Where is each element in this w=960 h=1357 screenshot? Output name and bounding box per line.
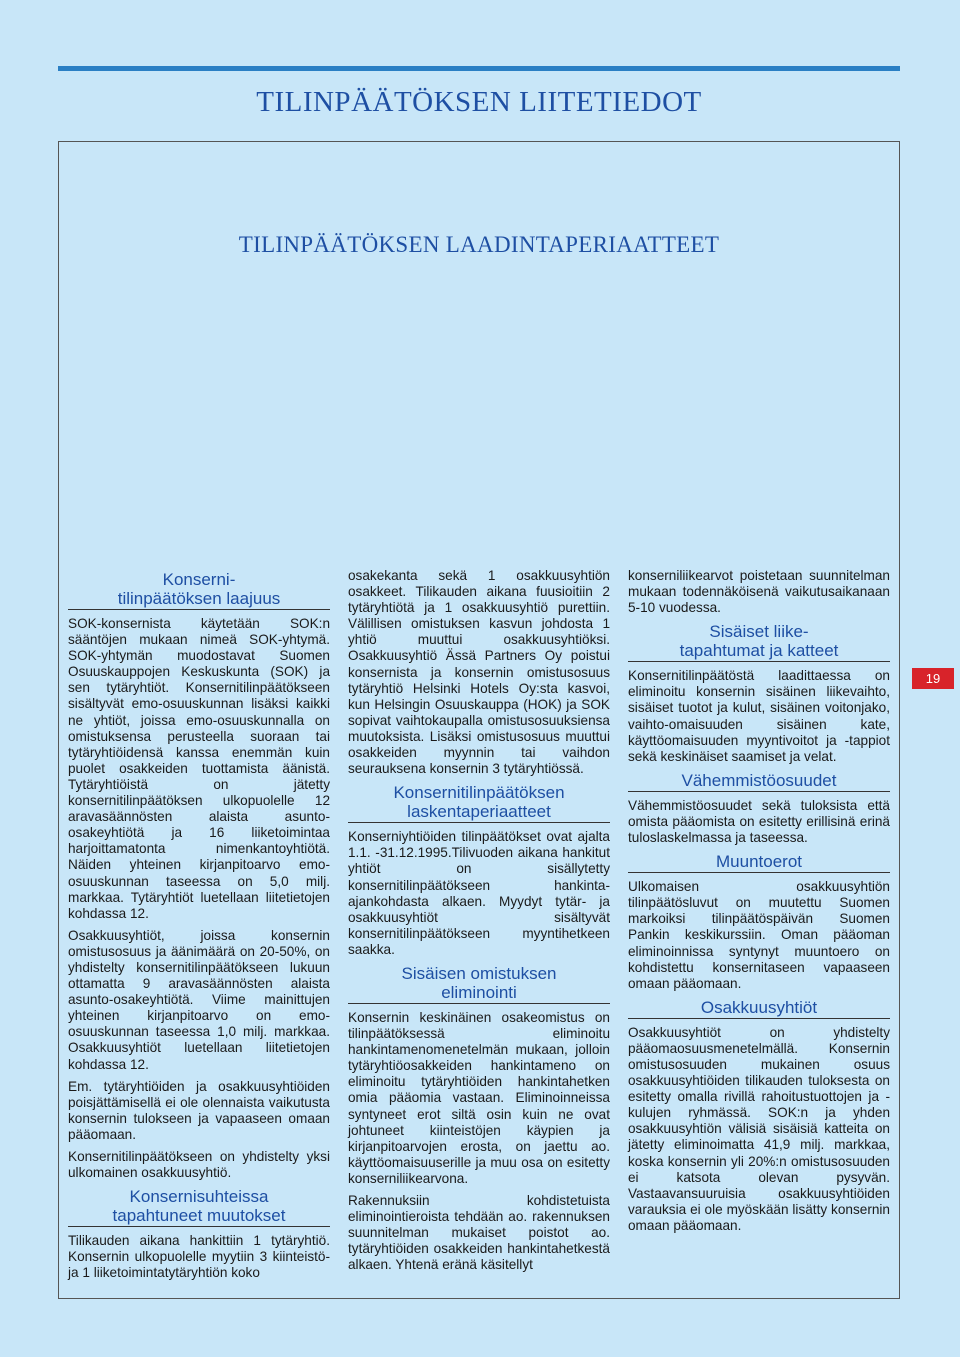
heading-laskentaperiaatteet: Konsernitilinpäätöksen laskentaperiaatteet <box>348 783 610 823</box>
paragraph: Konsernin keskinäinen osakeomistus on tilinpäätöksessä eliminoitu hankintamenomenetelmän mukaan, jolloin tytäryhtiöosakkeiden hankintameno on eliminoitu tytäryhtiöiden hankintahetken omia pääomia vastaan. Eliminoinneissa syntyneet erot siltä osin kuin ne ovat johtuneet kiinteistöjen käypien ja kirjanpitoarvojen erosta, on jaettu ao. käyttöomaisuuserille ja muu osa on esitetty konserniliikearvona. <box>348 1009 610 1186</box>
column-2 <box>348 568 610 1279</box>
heading-konsernisuhteissa-muutokset: Konsernisuhteissa tapahtuneet muutokset <box>68 1187 330 1227</box>
paragraph: Rakennuksiin kohdistetuista eliminointieroista tehdään ao. rakennuksen suunnitelman mukaiset poistot ao. tytäryhtiöiden osakkeiden hankintahetkestä alkaen. Yhtenä eränä käsitellyt <box>348 1193 610 1273</box>
heading-muuntoerot: Muuntoerot <box>628 852 890 873</box>
top-rule <box>58 66 900 71</box>
paragraph: Osakkuusyhtiöt, joissa konsernin omistusosuus ja äänimäärä on 20-50%, on yhdistelty konsernitilinpäätökseen lukuun ottamatta 9 aravasäännösten alaista asunto-osakeyhtiötä. Viime mainittujen yhteinen kirjanpitoarvo on emo-osuuskunnan taseessa 1,0 milj. markkaa. Osakkuusyhtiöt luetellaan liitetietojen kohdassa 12. <box>68 927 330 1072</box>
paragraph: osakekanta sekä 1 osakkuusyhtiön osakkeet. Tilikauden aikana fuusioitiin 2 tytäryhtiötä ja 1 osakkuusyhtiö purettiin. Välillisen omistuksen kasvun johdosta 1 yhtiö muuttui osakkuusyhtiöksi. Osakkuusyhtiö Ässä Partners Oy poistui konsernista ja konsernin omistusosuus tytäryhtiö Helsinki Hotels Oy:sta kasvoi, kun Helsingin Osuuskauppa (HOK) ja SOK sopivat vaihtokaupalla omistusosuuksiensa muutoksista. Lisäksi omistusosuus muuttui osakkeiden myynnin tai vaihdon seurauksena konsernin 3 tytäryhtiössä. <box>348 568 610 777</box>
heading-sisaiset-liiketapahtumat: Sisäiset liike- tapahtumat ja katteet <box>628 622 890 662</box>
paragraph: Osakkuusyhtiöt on yhdistelty pääomaosuusmenetelmällä. Konsernin omistusosuuden mukainen osuus osakkuusyhtiöiden tilikauden tuloksesta on esitetty omalla rivillä rahoitustuottojen ja -kulujen ryhmässä. SOK:n ja yhden osakkuusyhtiön välisiä sisäisiä katteita on jätetty eliminoimatta 41,9 milj. markkaa, koska konsernin yli 20%:n omistusosuuden ei katsota olevan pysyvän. Vastaavansuuruisia osakkuusyhtiöiden varauksia ei ole myöskään lisätty konsernin omaan pääomaan. <box>628 1024 890 1233</box>
paragraph: Tilikauden aikana hankittiin 1 tytäryhtiö. Konsernin ulkopuolelle myytiin 3 kiinteistö- ja 1 liiketoimintatytäryhtiön koko <box>68 1233 330 1281</box>
paragraph: konserniliikearvot poistetaan suunnitelman mukaan todennäköisenä vaikutusaikanaan 5-10 vuodessa. <box>628 568 890 616</box>
column-1 <box>68 568 330 1287</box>
page-number-badge: 19 <box>912 668 954 689</box>
paragraph: Konsernitilinpäätöstä laadittaessa on eliminoitu konsernin sisäinen liikevaihto, sisäiset tuotot ja kulut, sisäinen voitonjako, vaihto-omaisuuden sisäinen kate, käyttöomaisuuden myyntivoitot ja -tappiot sekä keskinäiset saamiset ja velat. <box>628 668 890 764</box>
paragraph: Ulkomaisen osakkuusyhtiön tilinpäätösluvut on muutettu Suomen markoiksi tilinpäätöspäivän Suomen Pankin keskikurssiin. Oman pääoman eliminoinnissa syntynyt muuntoero on kohdistettu konsernitaseen vapaaseen omaan pääomaan. <box>628 879 890 991</box>
column-3 <box>628 568 890 1240</box>
paragraph: Konserniyhtiöiden tilinpäätökset ovat ajalta 1.1. -31.12.1995.Tilivuoden aikana hankitut yhtiöt on sisällytetty konsernitilinpäätökseen hankinta-ajankohdasta alkaen. Myydyt tytär- ja osakkuusyhtiöt sisältyvät konsernitilinpäätökseen myyntihetkeen saakka. <box>348 829 610 957</box>
heading-konsernitilinpaatoksen-laajuus: Konserni- tilinpäätöksen laajuus <box>68 570 330 610</box>
paragraph: Em. tytäryhtiöiden ja osakkuusyhtiöiden poisjättämisellä ei ole olennaista vaikutusta konsernin tulokseen ja vapaaseen omaan pääomaan. <box>68 1078 330 1142</box>
paragraph: SOK-konsernista käytetään SOK:n sääntöjen mukaan nimeä SOK-yhtymä. SOK-yhtymän muodostavat Suomen Osuuskauppojen Keskuskunta (SOK) ja sen tytäryhtiöt. Konsernitilinpäätökseen sisältyvät emo-osuuskunnan lisäksi kaikki ne yhtiöt, joissa emo-osuuskunnalla on omistuksensa perusteella suoraan tai tytäryhtiöidensä kanssa enemmän kuin puolet osakkeiden tuottamista äänistä. Tytäryhtiöistä on jätetty konsernitilinpäätöksen ulkopuolelle 12 aravasäännösten alaista asunto-osakeyhtiötä ja 16 liiketoimintaa harjoittamatonta nimenkantoyhtiötä. Näiden yhteinen kirjanpitoarvo emo-osuuskunnan taseessa on 5,0 milj. markkaa. Tytäryhtiöt luetellaan liitetietojen kohdassa 12. <box>68 616 330 921</box>
heading-sisaisen-omistuksen-eliminointi: Sisäisen omistuksen eliminointi <box>348 964 610 1004</box>
heading-vahemmistoosuudet: Vähemmistöosuudet <box>628 771 890 792</box>
page-title: TILINPÄÄTÖKSEN LIITETIEDOT <box>256 86 702 118</box>
paragraph: Konsernitilinpäätökseen on yhdistelty yksi ulkomainen osakkuusyhtiö. <box>68 1149 330 1181</box>
section-title: TILINPÄÄTÖKSEN LAADINTAPERIAATTEET <box>238 232 720 257</box>
heading-osakkuusyhtiot: Osakkuusyhtiöt <box>628 998 890 1019</box>
paragraph: Vähemmistöosuudet sekä tuloksista että omista pääomista on esitetty erillisinä erinä tuloslaskelmassa ja taseessa. <box>628 797 890 846</box>
